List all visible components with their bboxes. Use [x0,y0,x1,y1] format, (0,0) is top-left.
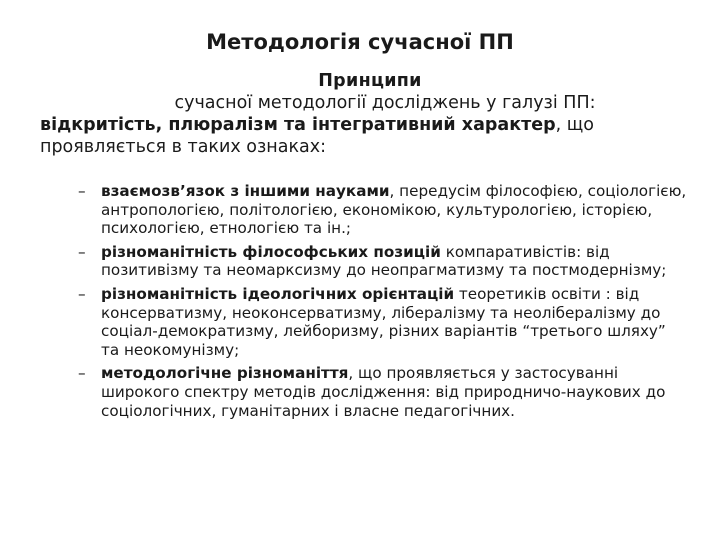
features-list [78,182,688,425]
intro-statement-bold: відкритість, плюралізм та інтегративний характер [40,115,556,135]
list-item [78,285,688,359]
list-item [78,243,688,280]
list-item-term: різноманітність філософських позицій [101,242,441,261]
list-item-text: , що проявляється у застосуванні широкого спектру методів дослідження: від природничо-наукових до соціологічних, гуманітарних і власне педагогічних. [101,364,666,420]
intro-subheading: сучасної методології досліджень у галузі ПП: [174,93,596,113]
list-item-term: різноманітність ідеологічних орієнтацій [101,284,455,303]
list-item [78,364,688,420]
list-item-term: взаємозв’язок з іншими науками [101,182,390,200]
list-item [78,182,688,238]
dash-bullet-icon: – [78,182,86,200]
intro-statement [40,114,700,158]
intro-text [40,70,700,158]
dash-bullet-icon: – [78,242,86,261]
list-item-term: методологічне різноманіття [101,364,349,383]
list-item-text: компаративістів: від позитивізму та неомарксизму до неопрагматизму та постмодернізму; [101,242,667,280]
list-item-text: теоретиків освіти : від консерватизму, неоконсерватизму, лібералізму та неолібералізму до соціал-демократизму, лейборизму, різних варіантів “третього шляху” та неокомунізму; [101,284,666,359]
dash-bullet-icon: – [78,284,86,303]
intro-heading: Принципи [318,71,422,91]
dash-bullet-icon: – [78,364,86,383]
intro-statement-rest: , що проявляється в таких ознаках: [40,115,594,157]
list-item-text: , передусім філософією, соціологією, антропологією, політологією, економікою, культурологією, історією, психологією, етнологією та ін.; [101,182,687,238]
slide-title: Методологія сучасної ПП [206,30,514,54]
